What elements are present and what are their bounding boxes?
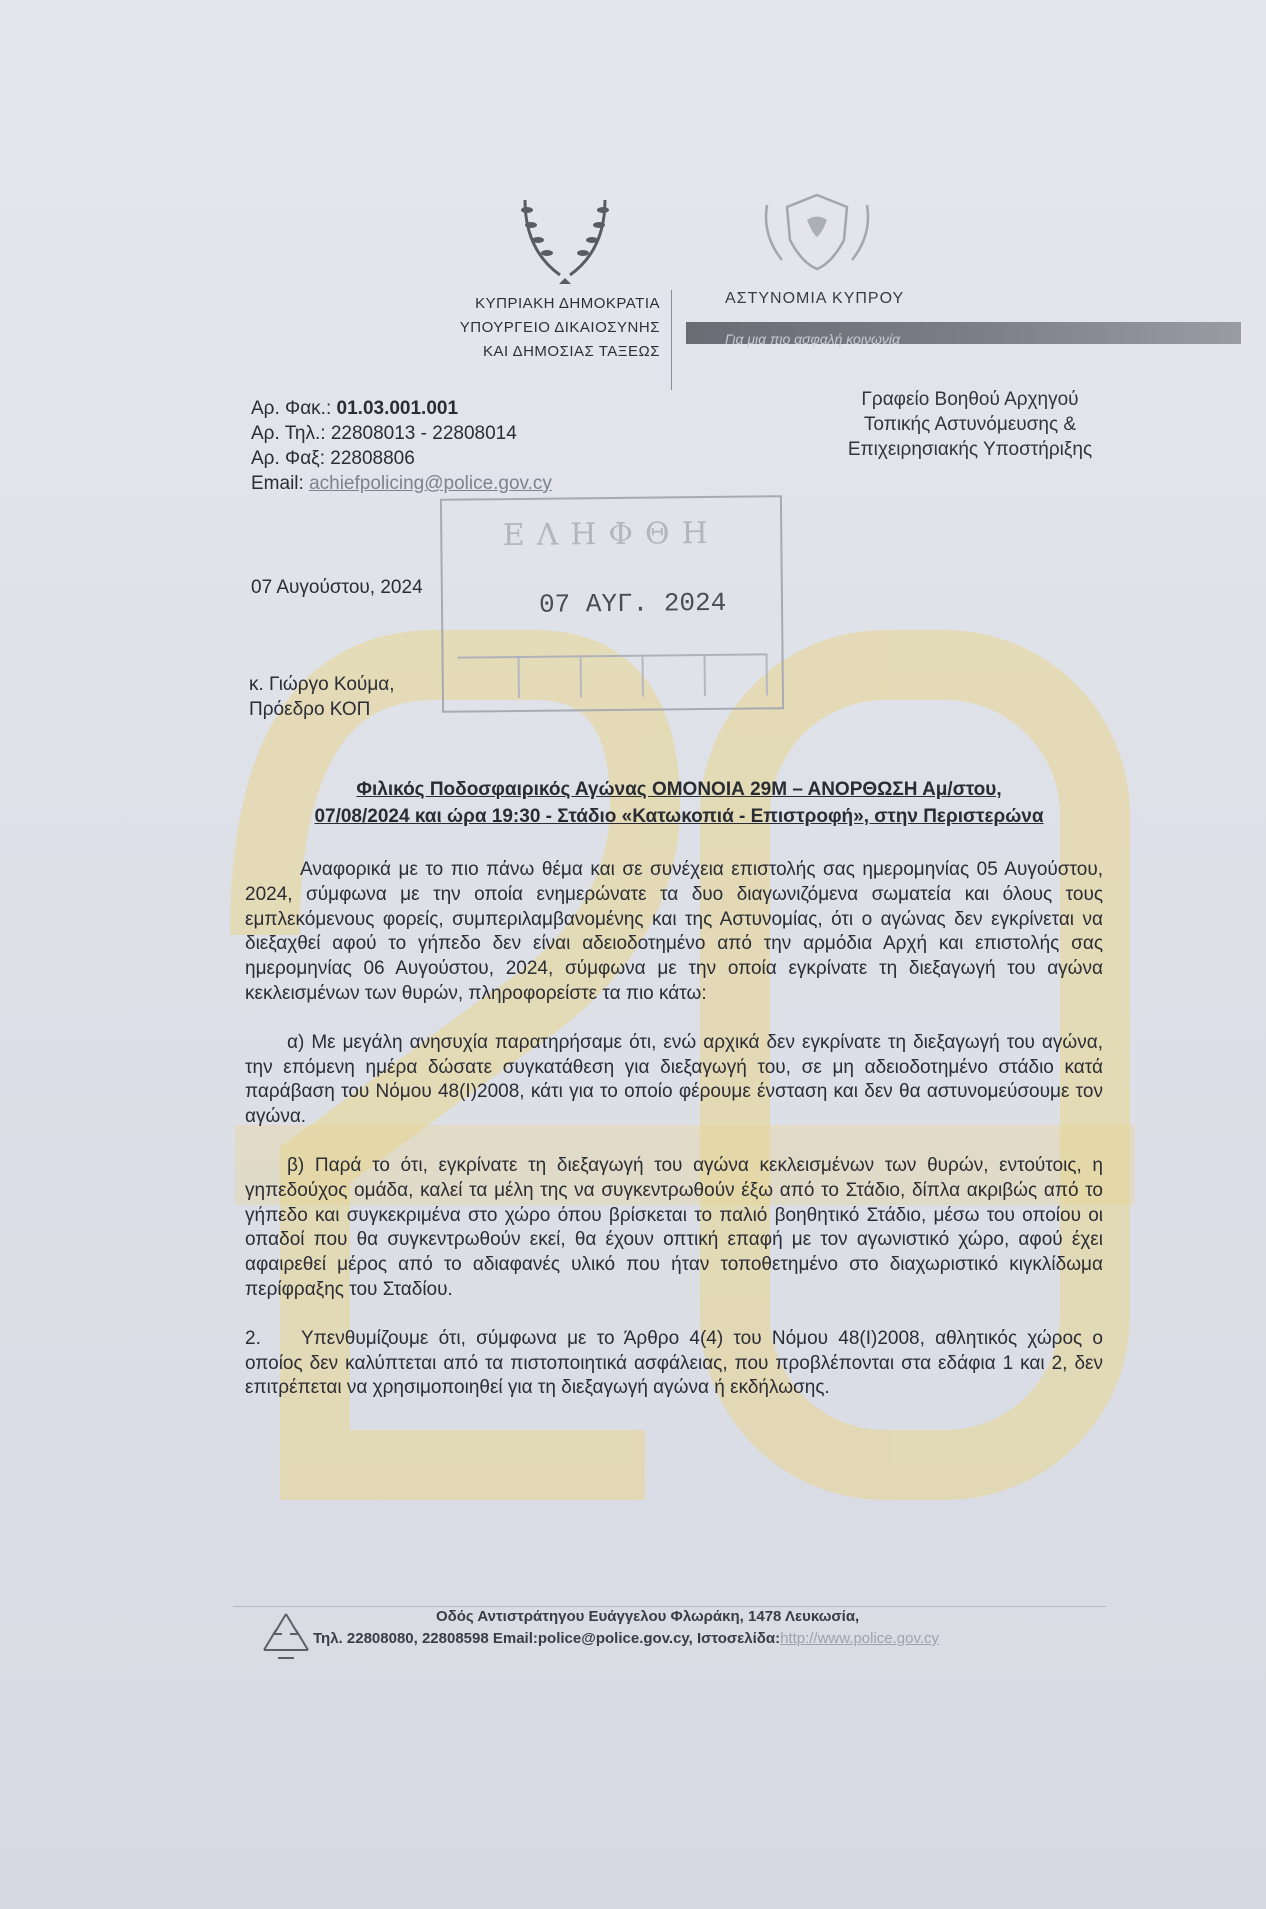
paragraph-a: α) Με μεγάλη ανησυχία παρατηρήσαμε ότι, ενώ αρχικά δεν εγκρίνατε τη διεξαγωγή του αγώνα, την επόμενη ημέρα δώσατε συγκατάθεση για διεξαγωγή του, σε μη αδειοδοτημένο στάδιο κατά παράβαση του Νόμου 48(Ι)2008, κάτι για το οποίο φέρουμε ένσταση και δεν θα αστυνομεύσουμε τον αγώνα. (245, 1031, 1103, 1128)
letter-subject (248, 776, 1110, 830)
paragraph-2-number: 2. (245, 1327, 261, 1349)
file-value: 01.03.001.001 (336, 398, 459, 419)
office-line-1: Γραφείο Βοηθού Αρχηγού (861, 389, 1079, 410)
tel-value: 22808013 - 22808014 (330, 423, 517, 444)
paragraph-2-text: Υπενθυμίζουμε ότι, σύμφωνα με το Άρθρο 4(4) του Νόμου 48(Ι)2008, αθλητικός χώρος ο οποίος δεν καλύπτεται από τα πιστοποιητικά ασφάλειας, που προβλέπονται στα εδάφια 1 και 2, δεν επιτρέπεται να χρησιμοποιηθεί για τη διεξαγωγή αγώνα ή εκδήλωσης. (245, 1327, 1103, 1399)
footer-website-link[interactable]: http://www.police.gov.cy (780, 1630, 940, 1647)
tel-label: Αρ. Τηλ.: (251, 423, 326, 444)
subject-line-2: 07/08/2024 και ώρα 19:30 - Στάδιο «Κατωκοπιά - Επιστροφή», στην Περιστερώνα (314, 806, 1044, 827)
email-label: Email: (251, 473, 304, 494)
fax-value: 22808806 (330, 448, 415, 469)
footer-contacts (313, 1630, 939, 1647)
letter-body (245, 858, 1103, 1425)
paragraph-2 (245, 1327, 1103, 1401)
office-line-3: Επιχειρησιακής Υποστήριξης (847, 439, 1093, 460)
addressee-name: κ. Γιώργο Κούμα, (249, 674, 395, 695)
header-line-3: ΚΑΙ ΔΗΜΟΣΙΑΣ ΤΑΞΕΩΣ (483, 343, 660, 360)
header-line-1: ΚΥΠΡΙΑΚΗ ΔΗΜΟΚΡΑΤΙΑ (475, 295, 660, 312)
office-block (820, 387, 1120, 462)
office-line-2: Τοπικής Αστυνόμευσης & (863, 414, 1077, 435)
paragraph-b: β) Παρά το ότι, εγκρίνατε τη διεξαγωγή του αγώνα κεκλεισμένων των θυρών, εντούτοις, η γηπεδούχος ομάδα, καλεί τα μέλη της να συγκεντρωθούν έξω από το Στάδιο, δίπλα ακριβώς από το γήπεδο και συγκεκριμένα στο χώρο όπου βρίσκεται το παλιό βοηθητικό Στάδιο, μέσω του οποίου οι οπαδοί που θα συγκεντρωθούν εκεί, θα έχουν οπτική επαφή με τον αγωνιστικό χώρο, αφού έχει αφαιρεθεί μέρος από το αδιαφανές υλικό που ήταν τοποθετημένο στο διαχωριστικό κιγκλίδωμα περίφραξης του Σταδίου. (245, 1154, 1103, 1300)
email-row (251, 471, 552, 496)
tel-row (251, 421, 552, 446)
footer-contact-text: Τηλ. 22808080, 22808598 Email:police@police.gov.cy, Ιστοσελίδα: (313, 1630, 781, 1647)
addressee-block (249, 672, 395, 722)
stamp-received-text: ΕΛΗΦΘΗ (502, 515, 720, 554)
paragraph-intro: Αναφορικά με το πιο πάνω θέμα και σε συνέχεια επιστολής σας ημερομηνίας 05 Αυγούστου, 2024, σύμφωνα με την οποία ενημερώνατε τα δυο διαγωνιζόμενα σωματεία και όλους τους εμπλεκόμενους φορείς, συμπεριλαμβανομένης και της Αστυνομίας, ότι ο αγώνας δεν εγκρίνεται να διεξαχθεί αφού το γήπεδο δεν είναι αδειοδοτημένο από την αρμόδια Αρχή και επιστολής σας ημερομηνίας 06 Αυγούστου, 2024, σύμφωνα με την οποία εγκρίνατε τη διεξαγωγή του αγώνα κεκλεισμένων των θυρών, πληροφορείστε τα πιο κάτω: (245, 859, 1103, 1004)
header-divider (671, 290, 672, 390)
police-badge-icon (752, 185, 882, 275)
police-slogan: Για μια πιο ασφαλή κοινωνία (725, 331, 900, 347)
subject-line-1: Φιλικός Ποδοσφαιρικός Αγώνας ΟΜΟΝΟΙΑ 29Μ – ΑΝΟΡΘΩΣΗ Αμ/στου, (356, 779, 1002, 800)
file-label: Αρ. Φακ.: (251, 398, 332, 419)
email-link[interactable]: achiefpolicing@police.gov.cy (309, 473, 552, 494)
fax-label: Αρ. Φαξ: (251, 448, 325, 469)
stamp-date: 07 ΑΥΓ. 2024 (538, 587, 727, 620)
fax-row (251, 446, 552, 471)
ministry-header (380, 292, 660, 364)
footer-address: Οδός Αντιστράτηγου Ευάγγελου Φλωράκη, 1478 Λευκωσία, (436, 1608, 860, 1625)
reference-block (251, 396, 552, 496)
police-title: ΑΣΤΥΝΟΜΙΑ ΚΥΠΡΟΥ (725, 290, 905, 307)
received-stamp (440, 495, 784, 713)
letter-date: 07 Αυγούστου, 2024 (251, 577, 423, 598)
file-number-row (251, 396, 552, 421)
stamp-grid (458, 653, 768, 698)
addressee-title: Πρόεδρο ΚΟΠ (249, 699, 371, 720)
header-line-2: ΥΠΟΥΡΓΕΙΟ ΔΙΚΑΙΟΣΥΝΗΣ (459, 319, 660, 336)
cyprus-coat-of-arms-icon (505, 190, 625, 285)
recycle-icon (258, 1610, 314, 1664)
footer-divider (233, 1606, 1106, 1607)
